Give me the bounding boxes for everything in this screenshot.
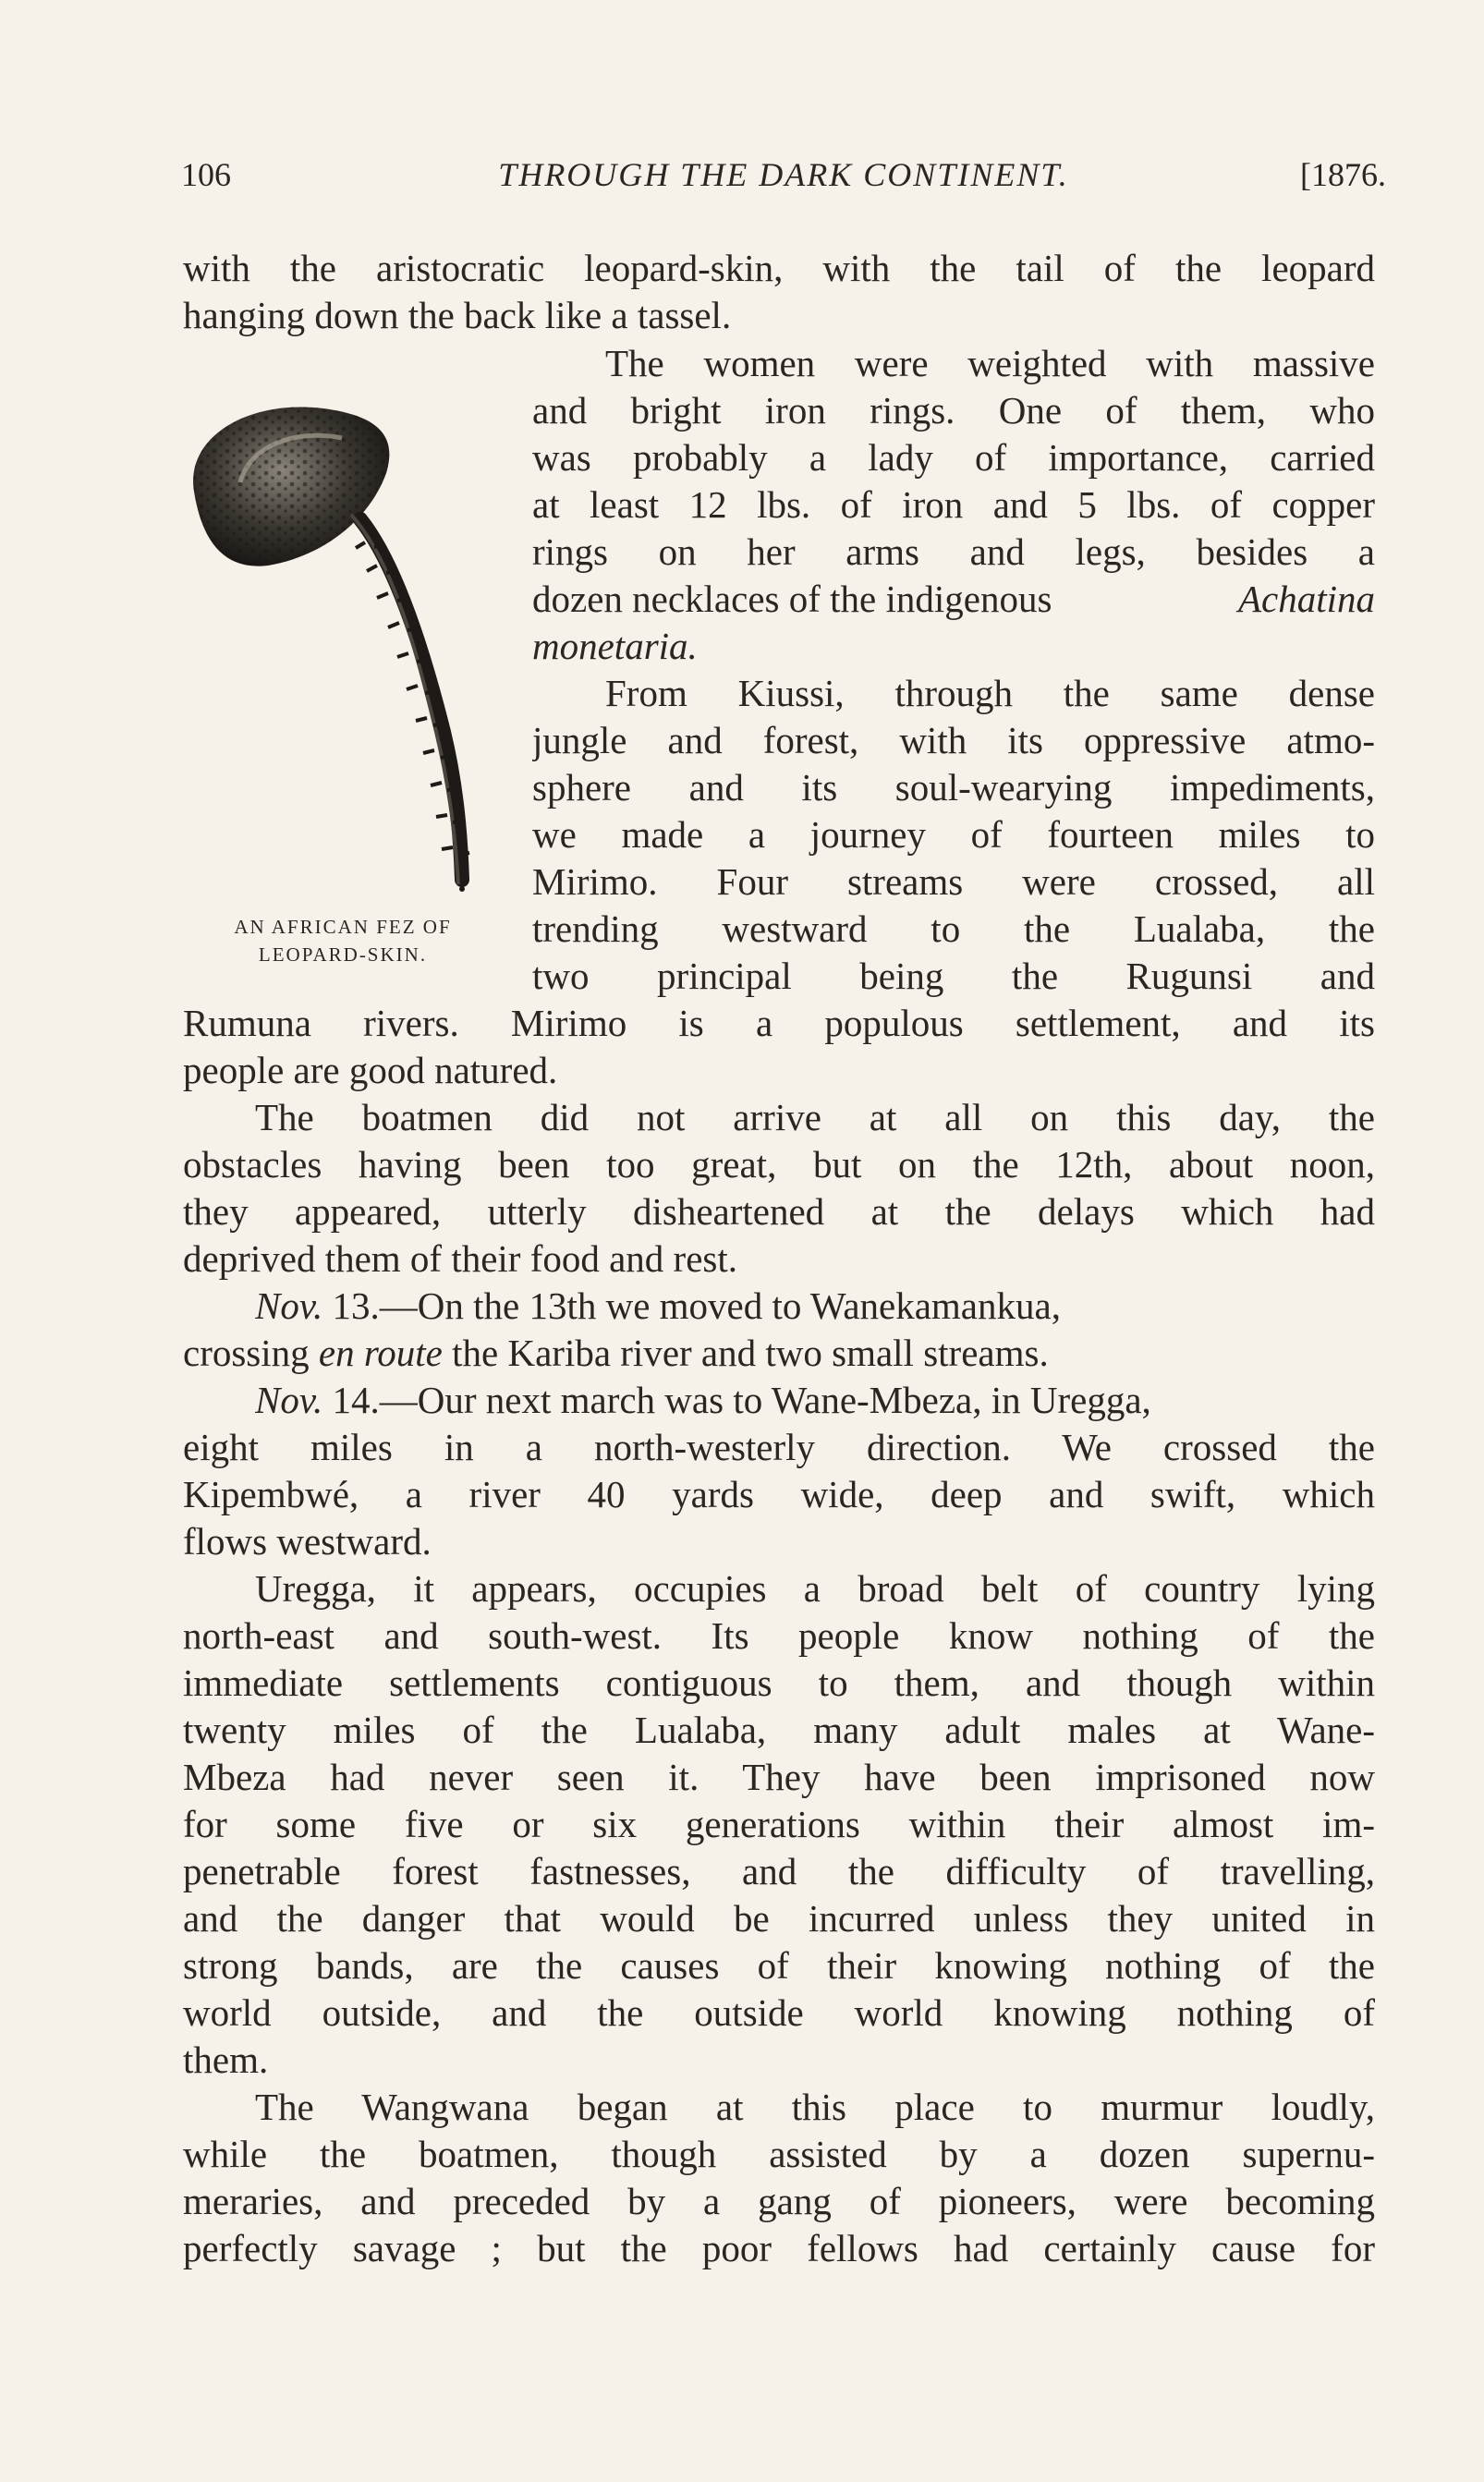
text-line: perfectly savage ; but the poor fellows had certainly cause for xyxy=(183,2227,1375,2269)
text-line xyxy=(183,1330,1375,1377)
page-header xyxy=(181,155,1386,211)
text-line: Uregga, it appears, occupies a broad belt of country lying xyxy=(255,1567,1375,1610)
text-line: Mirimo. Four streams were crossed, all xyxy=(532,860,1375,903)
text-line xyxy=(255,1283,1375,1330)
text-span: the Kariba river and two small streams. xyxy=(442,1332,1049,1374)
text-line: penetrable forest fastnesses, and the difficulty of travelling, xyxy=(183,1850,1375,1892)
italic-term: Achatina xyxy=(1237,578,1375,620)
text-line: immediate settlements contiguous to them, and though within xyxy=(183,1661,1375,1704)
text-line: Rumuna rivers. Mirimo is a populous settlement, and its xyxy=(183,1002,1375,1044)
text-line: and bright iron rings. One of them, who xyxy=(532,389,1375,432)
text-line xyxy=(255,1377,1375,1424)
text-line: while the boatmen, though assisted by a dozen supernu- xyxy=(183,2133,1375,2175)
text-line: them. xyxy=(183,2038,269,2081)
text-line: jungle and forest, with its oppressive atmo- xyxy=(532,719,1375,761)
running-title: THROUGH THE DARK CONTINENT. xyxy=(498,156,1069,193)
fez-drawing xyxy=(185,381,517,898)
figure-caption-line2: LEOPARD-SKIN. xyxy=(258,943,428,966)
text-line: Mbeza had never seen it. They have been imprisoned now xyxy=(183,1756,1375,1798)
text-span: 14.—Our next march was to Wane-Mbeza, in Uregga, xyxy=(322,1379,1151,1421)
text-line: trending westward to the Lualaba, the xyxy=(532,907,1375,950)
text-line: deprived them of their food and rest. xyxy=(183,1237,738,1280)
text-line: meraries, and preceded by a gang of pioneers, were becoming xyxy=(183,2180,1375,2222)
page-number: 106 xyxy=(181,156,231,193)
text-line: sphere and its soul-wearying impediments, xyxy=(532,766,1375,809)
text-line: at least 12 lbs. of iron and 5 lbs. of copper xyxy=(532,483,1375,526)
figure-caption-line1: AN AFRICAN FEZ OF xyxy=(234,916,452,938)
text-line: people are good natured. xyxy=(183,1049,558,1091)
text-span: crossing xyxy=(183,1332,319,1374)
text-line: From Kiussi, through the same dense xyxy=(605,672,1375,714)
leopard-fez-illustration xyxy=(185,381,517,898)
date-label: Nov. xyxy=(255,1284,323,1327)
text-line: two principal being the Rugunsi and xyxy=(532,955,1375,997)
text-line: hanging down the back like a tassel. xyxy=(183,294,732,336)
text-line: The boatmen did not arrive at all on this day, the xyxy=(255,1096,1375,1138)
text-line: world outside, and the outside world knowing nothing of xyxy=(183,1991,1375,2034)
text-line: strong bands, are the causes of their knowing nothing of the xyxy=(183,1944,1375,1987)
text-line: was probably a lady of importance, carried xyxy=(532,436,1375,479)
text-line: flows westward. xyxy=(183,1520,432,1563)
text-line: rings on her arms and legs, besides a xyxy=(532,530,1375,573)
text-line: with the aristocratic leopard-skin, with the tail of the leopard xyxy=(183,247,1375,289)
text-line: we made a journey of fourteen miles to xyxy=(532,813,1375,856)
text-line: The Wangwana began at this place to murmur loudly, xyxy=(255,2086,1375,2128)
text-line: twenty miles of the Lualaba, many adult males at Wane- xyxy=(183,1709,1375,1751)
text-line: and the danger that would be incurred unless they united in xyxy=(183,1897,1375,1940)
text-line: they appeared, utterly disheartened at the delays which had xyxy=(183,1190,1375,1233)
text-span: dozen necklaces of the indigenous xyxy=(532,578,1052,620)
text-line: Kipembwé, a river 40 yards wide, deep and swift, which xyxy=(183,1473,1375,1515)
text-line: monetaria. xyxy=(532,625,698,667)
running-year: [1876. xyxy=(1300,156,1386,193)
text-line: obstacles having been too great, but on the 12th, about noon, xyxy=(183,1143,1375,1186)
text-span: 13.—On the 13th we moved to Wanekamankua, xyxy=(322,1284,1061,1327)
text-line: for some five or six generations within their almost im- xyxy=(183,1803,1375,1845)
italic-term: en route xyxy=(318,1332,443,1374)
text-line xyxy=(532,576,1375,623)
text-line: The women were weighted with massive xyxy=(605,342,1375,384)
date-label: Nov. xyxy=(255,1379,323,1421)
text-line: eight miles in a north-westerly direction. We crossed the xyxy=(183,1426,1375,1468)
text-line: north-east and south-west. Its people know nothing of the xyxy=(183,1614,1375,1657)
